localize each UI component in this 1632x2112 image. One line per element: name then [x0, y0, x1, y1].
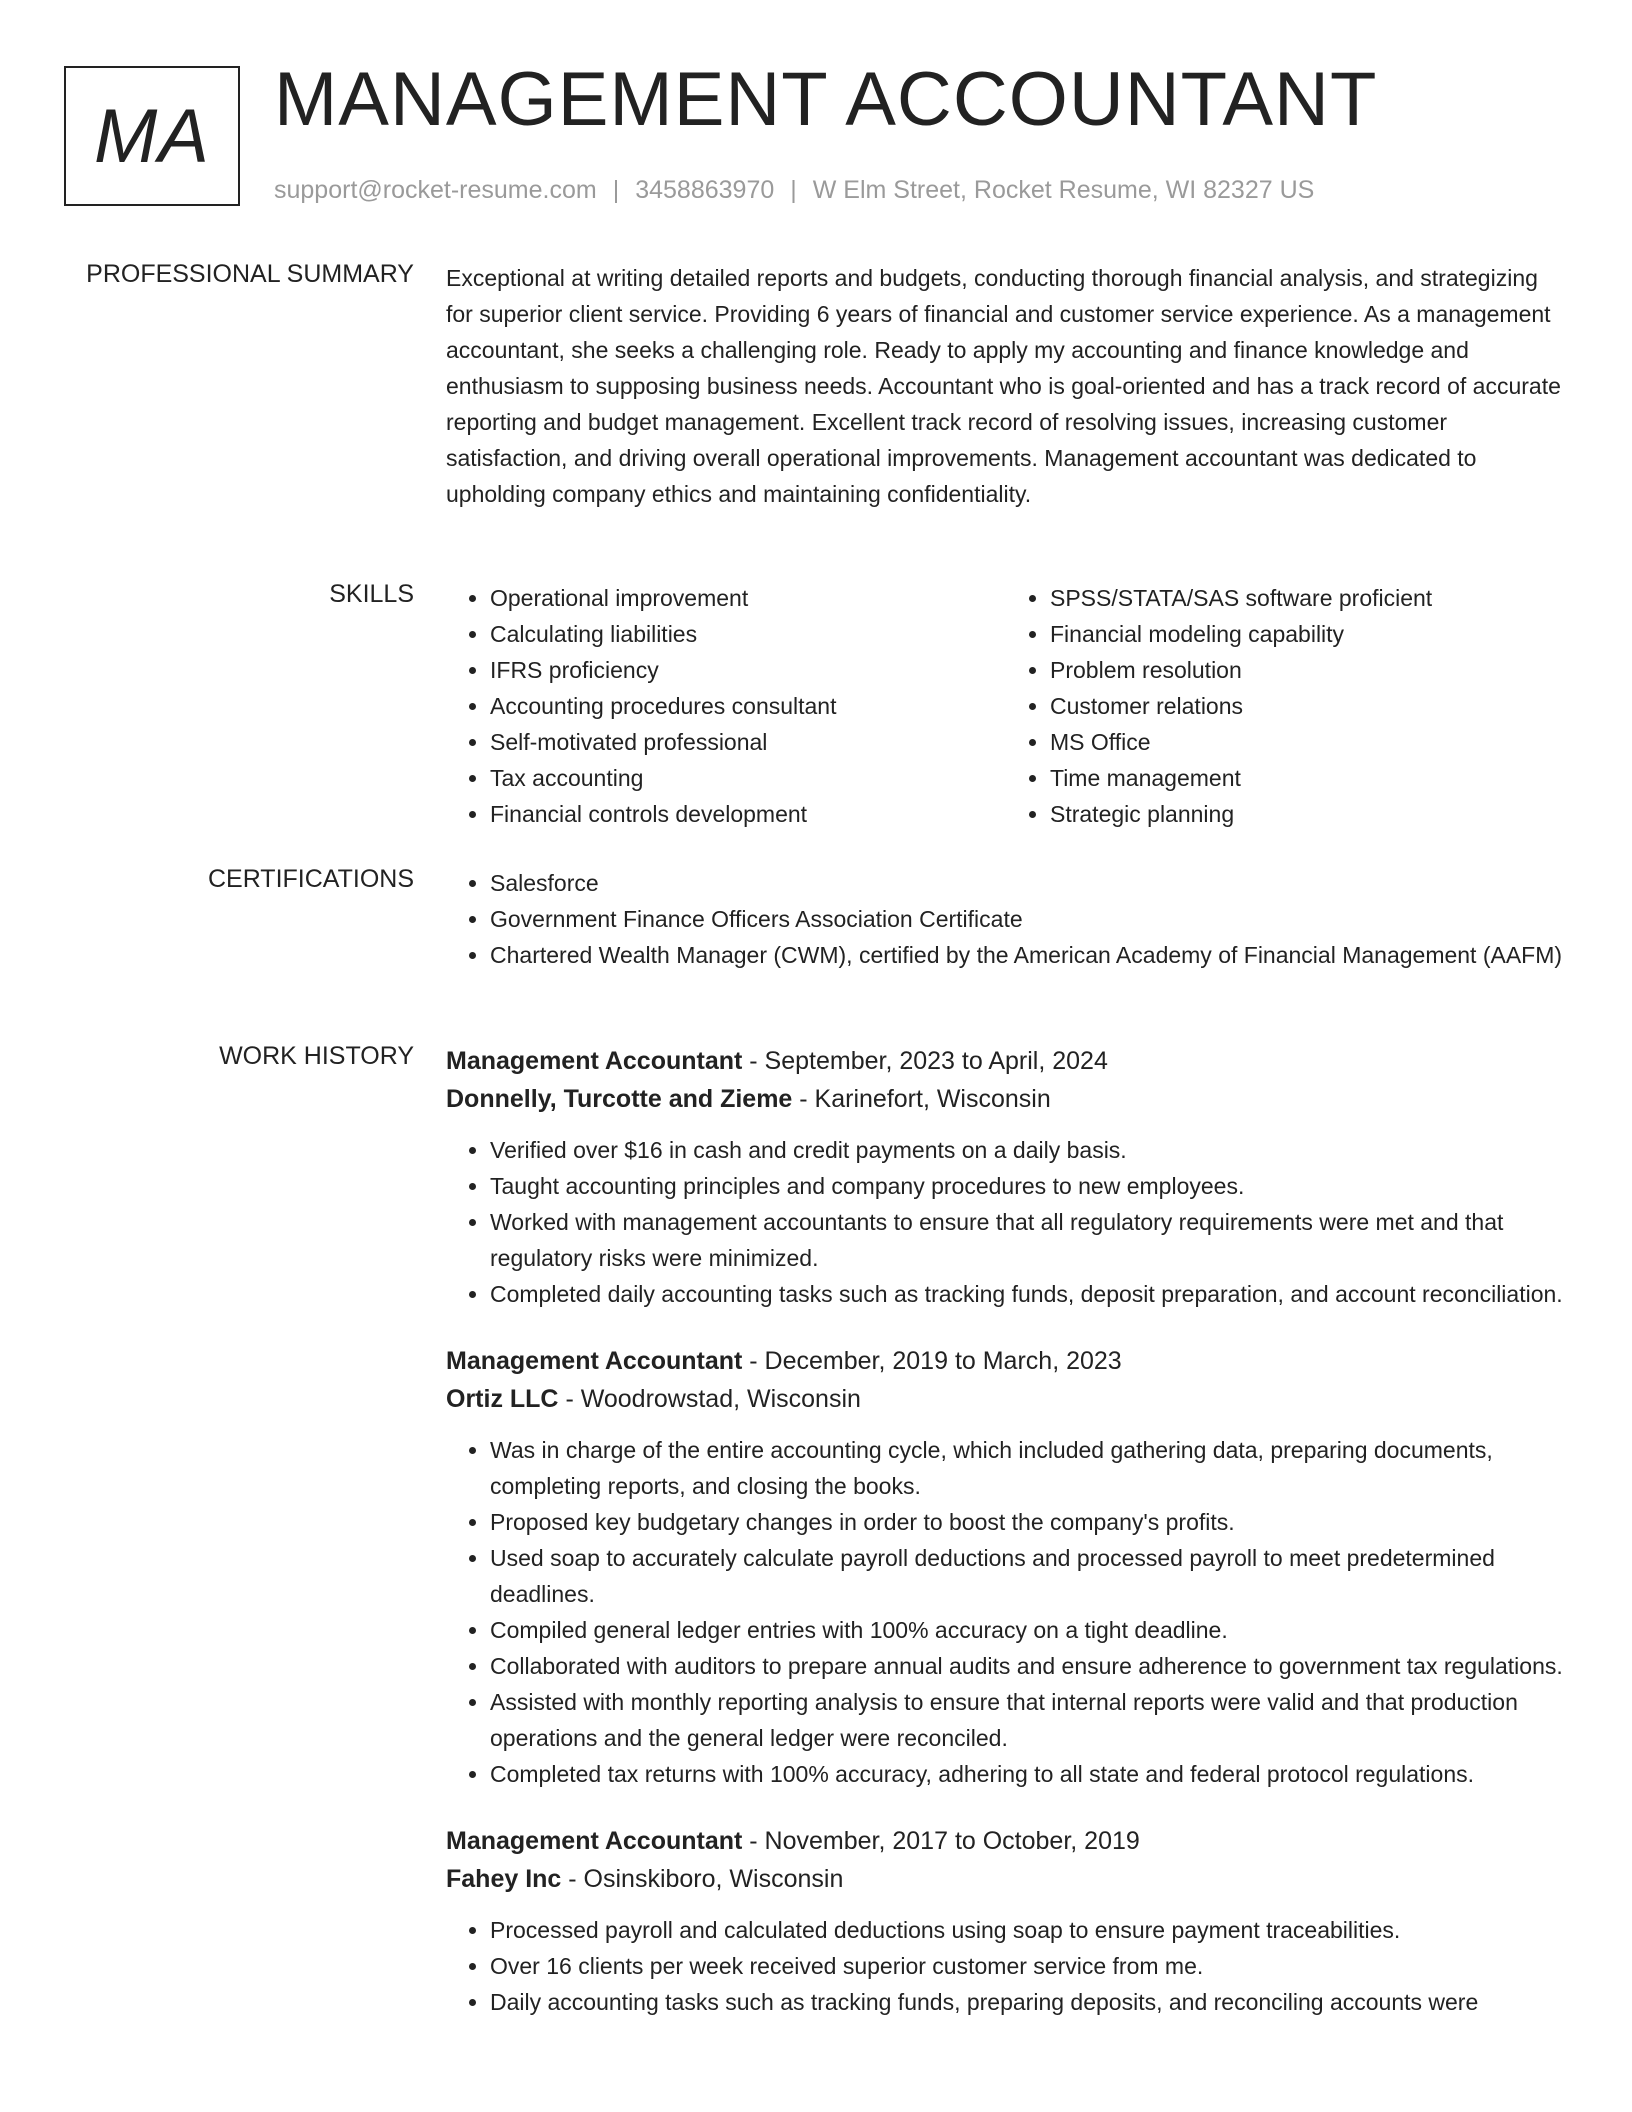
list-item: • Processed payroll and calculated deductions using soap to ensure payment traceabilities.: [490, 1912, 1566, 1948]
job-company-line: [446, 1380, 1566, 1418]
list-item: • Government Finance Officers Association Certificate: [490, 901, 1566, 937]
skills-heading: SKILLS: [329, 580, 414, 608]
contact-separator: |: [790, 176, 797, 204]
list-item: • Time management: [1050, 760, 1566, 796]
job-entry: [446, 1822, 1566, 2020]
job-dates: - September, 2023 to April, 2024: [742, 1047, 1108, 1075]
job-company: Fahey Inc: [446, 1865, 562, 1893]
list-item: • Verified over $16 in cash and credit payments on a daily basis.: [490, 1132, 1566, 1168]
contact-email: support@rocket-resume.com: [274, 176, 597, 204]
job-location: - Osinskiboro, Wisconsin: [561, 1865, 844, 1893]
list-item: • Over 16 clients per week received superior customer service from me.: [490, 1948, 1566, 1984]
job-title-line: [446, 1342, 1566, 1380]
list-item: • Operational improvement: [490, 580, 1006, 616]
job-bullets: [446, 1132, 1566, 1312]
summary-heading: PROFESSIONAL SUMMARY: [86, 260, 414, 288]
job-company-line: [446, 1860, 1566, 1898]
list-item: • IFRS proficiency: [490, 652, 1006, 688]
job-bullets: [446, 1912, 1566, 2020]
summary-body: [446, 260, 1566, 512]
list-item: • Was in charge of the entire accounting cycle, which included gathering data, preparing documents, completing reports, and closing the books.: [490, 1432, 1566, 1504]
list-item: • Self-motivated professional: [490, 724, 1006, 760]
skills-list-right: [1006, 580, 1566, 832]
job-location: - Woodrowstad, Wisconsin: [558, 1385, 861, 1413]
work-history-heading: WORK HISTORY: [219, 1042, 414, 1070]
monogram-box: [64, 66, 240, 206]
summary-text: Exceptional at writing detailed reports and budgets, conducting thorough financial analysis, and strategizing for superior client service. Providing 6 years of financial and customer service experience. As a management accountant, she seeks a challenging role. Ready to apply my accounting and finance knowledge and enthusiasm to supposing business needs. Accountant who is goal-oriented and has a track record of accurate reporting and budget management. Excellent track record of resolving issues, increasing customer satisfaction, and driving overall operational improvements. Management accountant was dedicated to upholding company ethics and maintaining confidentiality.: [446, 265, 1561, 507]
list-item: • Daily accounting tasks such as tracking funds, preparing deposits, and reconciling accounts were: [490, 1984, 1566, 2020]
job-title-line: [446, 1042, 1566, 1080]
contact-separator: |: [612, 176, 620, 204]
job-bullets: [446, 1432, 1566, 1792]
skills-list-left: [446, 580, 1006, 832]
job-company: Donnelly, Turcotte and Zieme: [446, 1085, 793, 1113]
list-item: • Salesforce: [490, 865, 1566, 901]
skills-body: [446, 580, 1566, 832]
certifications-body: [446, 865, 1566, 973]
job-title-line: [446, 1822, 1566, 1860]
list-item: • Financial modeling capability: [1050, 616, 1566, 652]
job-entry: [446, 1042, 1566, 1312]
monogram-initials: MA: [94, 93, 210, 179]
job-entry: [446, 1342, 1566, 1792]
list-item: • Calculating liabilities: [490, 616, 1006, 652]
list-item: • SPSS/STATA/SAS software proficient: [1050, 580, 1566, 616]
list-item: • Financial controls development: [490, 796, 1006, 832]
job-company-line: [446, 1080, 1566, 1118]
list-item: • Taught accounting principles and company procedures to new employees.: [490, 1168, 1566, 1204]
list-item: • Tax accounting: [490, 760, 1006, 796]
list-item: • Compiled general ledger entries with 100% accuracy on a tight deadline.: [490, 1612, 1566, 1648]
list-item: • Worked with management accountants to ensure that all regulatory requirements were met and that regulatory risks were minimized.: [490, 1204, 1566, 1276]
contact-phone: 3458863970: [635, 176, 775, 204]
list-item: • Customer relations: [1050, 688, 1566, 724]
list-item: • Collaborated with auditors to prepare annual audits and ensure adherence to government tax regulations.: [490, 1648, 1566, 1684]
list-item: • Used soap to accurately calculate payroll deductions and processed payroll to meet predetermined deadlines.: [490, 1540, 1566, 1612]
contact-address: W Elm Street, Rocket Resume, WI 82327 US: [812, 176, 1315, 204]
list-item: • Strategic planning: [1050, 796, 1566, 832]
list-item: • Completed tax returns with 100% accuracy, adhering to all state and federal protocol regulations.: [490, 1756, 1566, 1792]
list-item: • Completed daily accounting tasks such as tracking funds, deposit preparation, and account reconciliation.: [490, 1276, 1566, 1312]
certifications-list: [446, 865, 1566, 973]
certifications-heading: CERTIFICATIONS: [207, 865, 414, 893]
contact-line: [274, 176, 1314, 205]
list-item: • MS Office: [1050, 724, 1566, 760]
list-item: • Problem resolution: [1050, 652, 1566, 688]
list-item: • Assisted with monthly reporting analysis to ensure that internal reports were valid and that production operations and the general ledger were reconciled.: [490, 1684, 1566, 1756]
job-role: Management Accountant: [446, 1347, 743, 1375]
job-role: Management Accountant: [446, 1827, 743, 1855]
job-location: - Karinefort, Wisconsin: [792, 1085, 1051, 1113]
job-role: Management Accountant: [446, 1047, 743, 1075]
job-dates: - December, 2019 to March, 2023: [742, 1347, 1122, 1375]
resume-title: MANAGEMENT ACCOUNTANT: [274, 57, 1378, 142]
list-item: • Accounting procedures consultant: [490, 688, 1006, 724]
list-item: • Proposed key budgetary changes in order to boost the company's profits.: [490, 1504, 1566, 1540]
job-dates: - November, 2017 to October, 2019: [742, 1827, 1140, 1855]
work-history-body: [446, 1042, 1566, 2050]
list-item: • Chartered Wealth Manager (CWM), certified by the American Academy of Financial Management (AAFM): [490, 937, 1566, 973]
job-company: Ortiz LLC: [446, 1385, 559, 1413]
